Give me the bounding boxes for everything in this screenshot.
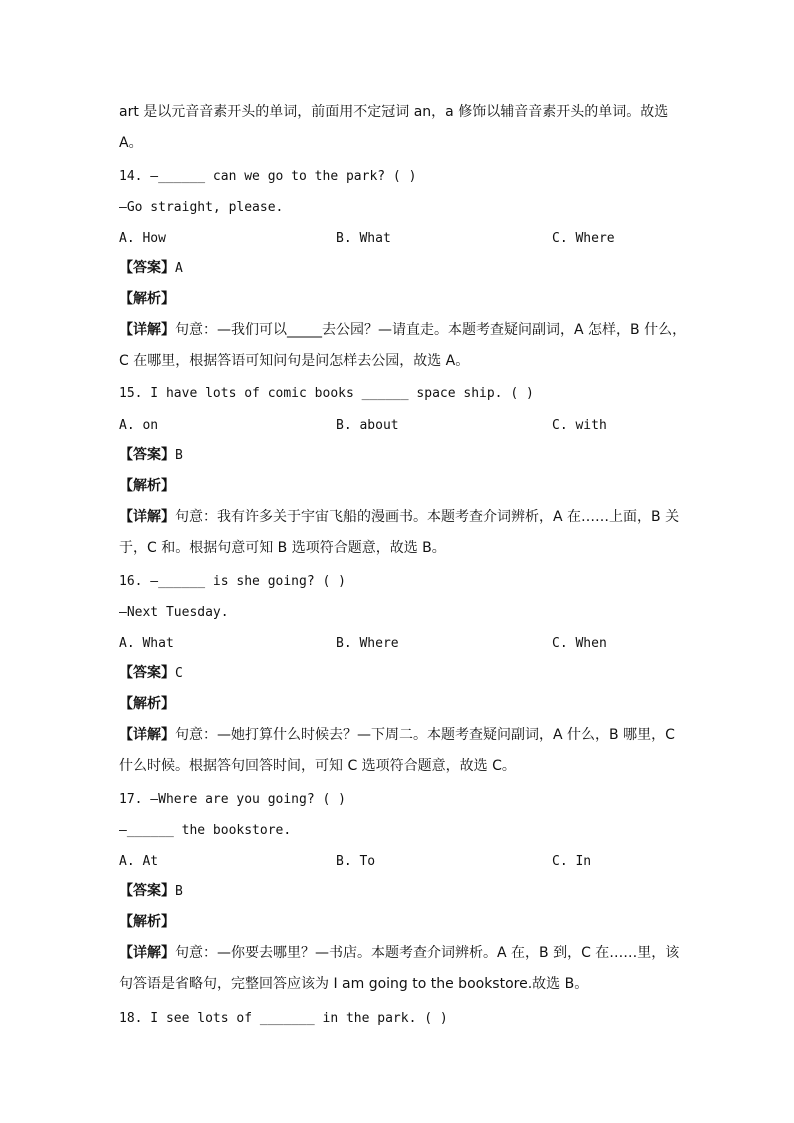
question-17-stem: 17. —Where are you going? ( ) [119, 792, 346, 807]
question-14-option-c: C. Where [552, 231, 615, 246]
question-18-stem: 18. I see lots of _______ in the park. ( ) [119, 1011, 448, 1026]
analysis-label: 【解析】 [119, 914, 175, 930]
detail-label: 【详解】 [119, 322, 175, 338]
question-17-option-c: C. In [552, 854, 592, 869]
answer-value: C [175, 666, 183, 681]
question-17-option-b: B. To [336, 854, 376, 869]
question-14-analysis [119, 289, 175, 310]
question-16-reply: —Next Tuesday. [119, 605, 229, 620]
intro-line-2: A。 [119, 135, 143, 151]
question-15-option-a: A. on [119, 418, 159, 433]
analysis-label: 【解析】 [119, 478, 175, 494]
question-14-option-a: A. How [119, 231, 166, 246]
detail-text: 句意：我有许多关于宇宙飞船的漫画书。本题考查介词辨析，A 在……上面，B 关 [175, 509, 680, 525]
question-14-answer [119, 258, 183, 279]
answer-label: 【答案】 [119, 260, 175, 276]
detail-text: 句意：—我们可以_____去公园？—请直走。本题考查疑问副词，A 怎样，B 什么， [175, 322, 687, 338]
analysis-label: 【解析】 [119, 291, 175, 307]
question-15-stem: 15. I have lots of comic books ______ space ship. ( ) [119, 386, 534, 401]
detail-label: 【详解】 [119, 509, 175, 525]
question-17-detail-1 [119, 943, 679, 963]
intro-line-1: art 是以元音音素开头的单词，前面用不定冠词 an，a 修饰以辅音音素开头的单词。故选 [119, 104, 669, 120]
question-16-detail-1 [119, 725, 675, 745]
question-17-detail-2: 句答语是省略句，完整回答应该为 I am going to the bookstore.故选 B。 [119, 976, 589, 992]
question-16-analysis [119, 694, 175, 715]
question-17-answer [119, 881, 183, 902]
question-15-detail-2: 于，C 和。根据句意可知 B 选项符合题意，故选 B。 [119, 540, 446, 556]
question-15-option-b: B. about [336, 418, 399, 433]
answer-value: B [175, 448, 183, 463]
question-16-option-c: C. When [552, 636, 607, 651]
question-15-option-c: C. with [552, 418, 607, 433]
question-17-reply: —______ the bookstore. [119, 823, 292, 838]
question-15-detail-1 [119, 507, 679, 527]
answer-value: A [175, 261, 183, 276]
question-14-detail-1 [119, 320, 686, 340]
analysis-label: 【解析】 [119, 696, 175, 712]
question-15-answer [119, 445, 183, 466]
answer-label: 【答案】 [119, 665, 175, 681]
detail-text: 句意：—她打算什么时候去？—下周二。本题考查疑问副词，A 什么，B 哪里，C [175, 727, 675, 743]
question-15-analysis [119, 476, 175, 497]
answer-value: B [175, 884, 183, 899]
question-16-detail-2: 什么时候。根据答句回答时间，可知 C 选项符合题意，故选 C。 [119, 758, 516, 774]
question-14-reply: —Go straight, please. [119, 200, 284, 215]
question-16-option-b: B. Where [336, 636, 399, 651]
question-16-stem: 16. —______ is she going? ( ) [119, 574, 346, 589]
detail-text: 句意：—你要去哪里？—书店。本题考查介词辨析。A 在，B 到，C 在……里，该 [175, 945, 680, 961]
question-16-option-a: A. What [119, 636, 174, 651]
answer-label: 【答案】 [119, 883, 175, 899]
question-14-detail-2: C 在哪里，根据答语可知问句是问怎样去公园，故选 A。 [119, 353, 470, 369]
question-14-stem: 14. —______ can we go to the park? ( ) [119, 169, 417, 184]
question-17-analysis [119, 912, 175, 933]
question-16-answer [119, 663, 183, 684]
answer-label: 【答案】 [119, 447, 175, 463]
detail-label: 【详解】 [119, 727, 175, 743]
question-14-option-b: B. What [336, 231, 391, 246]
question-17-option-a: A. At [119, 854, 159, 869]
detail-label: 【详解】 [119, 945, 175, 961]
